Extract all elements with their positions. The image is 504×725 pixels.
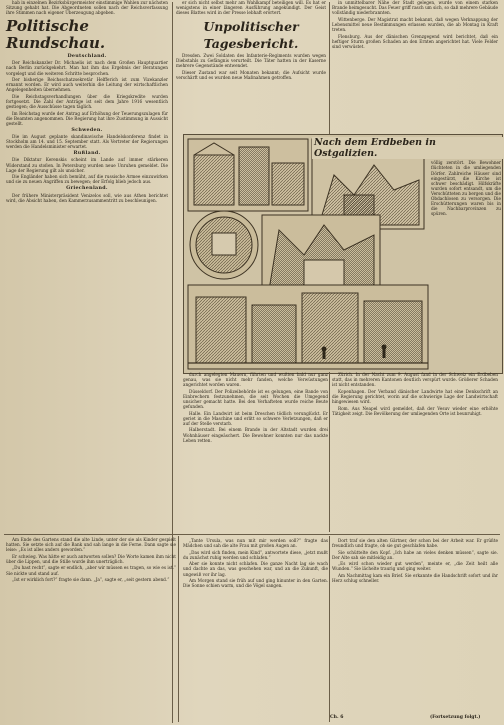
paragraph: „Ist er wirklich fort?“ fragte sie dann. „Ja“, sagte er, „seit gestern abend.“	[12, 577, 170, 583]
section-title: Griechenland.	[66, 185, 108, 192]
intro-text: hab in einzelnen Bezirksbürgermeister einstimmige Wahlen zur nächsten Sitzung gehabt hat. Die Abgeordneten sollen nach der Reichsverfassung ihre Stimmen nach eigener Überzeugung abgeben.	[6, 0, 168, 16]
headline-tagesbericht: Unpolitischer Tagesbericht.	[203, 19, 299, 52]
paragraph: Die Diktatur Kerenskis scheint im Lande auf immer stärkeren Widerstand zu stoßen. In Petersburg wurden neue Unruhen gemeldet. Die Lage der Regierung gilt als unsicher.	[6, 157, 168, 173]
intro-text: in unmittelbarer Nähe der Stadt gelegen, wurde von einem starken Brande heimgesucht. Das Feuer griff rasch um sich, so daß mehrere Gebäude vollständig niederbrannten.	[332, 0, 498, 16]
paragraph: Am Nachmittag kam ein Brief. Sie erkannte die Handschrift sofort und ihr Herz schlug schneller.	[332, 573, 498, 584]
paragraph: durch angelegten Mauern, führten und wußten bald nur ganz genau, was sie nicht mehr fanden, welche Verwüstungen angerichtet worden waren.	[183, 372, 328, 388]
serial-story-left	[6, 537, 176, 584]
paragraph: Der frühere Ministerpräsident Venizelos soll, wie aus Athen berichtet wird, die Absicht haben, den Kammerzusammentritt zu beschleunigen.	[6, 192, 168, 203]
paragraph: Im Reichstag wurde der Antrag auf Erhöhung der Teuerungszulagen für die Beamten angenommen. Die Regierung hat ihre Zustimmung in Aussicht gestellt.	[6, 110, 168, 126]
paragraph: Kopenhagen. Der Verband dänischer Landwirte hat eine Denkschrift an die Regierung gerichtet, worin auf die schwierige Lage der Landwirtschaft hingewiesen wird.	[332, 388, 498, 404]
paragraph: Zürich. In der Nacht zum 9. August fand in der Schweiz ein Erdbeben statt, das in mehreren Kantonen deutlich verspürt wurde. Größerer Schaden ist nicht entstanden.	[332, 372, 498, 388]
paragraph: Wittenberge. Der Magistrat macht bekannt, daß wegen Verknappung der Lebensmittel neue Bestimmungen erlassen wurden, die ab Montag in Kraft treten.	[332, 16, 498, 32]
serial-story-right	[332, 538, 498, 585]
middle-lower-column	[183, 372, 328, 444]
paragraph: Aber sie konnte nicht schlafen. Die ganze Nacht lag sie wach und dachte an das, was geschehen war, und an die Zukunft, die ungewiß vor ihr lag.	[183, 561, 328, 577]
continuation-note: (Fortsetzung folgt.)	[430, 715, 481, 720]
column-rule	[178, 536, 179, 722]
paragraph: Halle. Ein Landwirt ist beim Dreschen tödlich verunglückt. Er geriet in die Maschine und erlitt so schwere Verletzungen, daß er auf der Stelle verstarb.	[183, 410, 328, 426]
paragraph: Düsseldorf. Der Polizeibehörde ist es gelungen, eine Bande von Einbrechern festzunehmen, die seit Wochen die Umgegend unsicher gemacht hatte. Bei den Verhafteten wurde reiche Beute gefunden.	[183, 388, 328, 410]
right-column	[332, 0, 498, 50]
paragraph: „Tante Ursula, was nun mit mir werden soll?“ fragte das Mädchen und sah die alte Frau mit großen Augen an.	[183, 538, 328, 549]
section-title: Rußland.	[73, 150, 101, 157]
paragraph: Die Reichstagsverhandlungen über die Kriegskredite wurden fortgesetzt. Die Zahl der Anträge ist seit dem Jahre 1916 wesentlich gestiegen; die Ausschüsse tagen täglich.	[6, 93, 168, 110]
section-title: Deutschland.	[67, 53, 107, 60]
section-title: Schweden.	[71, 127, 103, 133]
paragraph: Halberstadt. Bei einem Brande in der Altstadt wurden drei Wohnhäuser eingeäschert. Die Bewohner konnten nur das nackte Leben retten.	[183, 427, 328, 443]
illustration-side-text: völlig zerstört. Die Bewohner flüchteten in die umliegenden Dörfer. Zahlreiche Häuser sind eingestürzt, die Kirche ist schwer beschädigt. Hilfskräfte wurden sofort entsandt, um die Verschütteten zu bergen und die Obdachlosen zu versorgen. Die Erschütterungen waren bis in die Nachbarprovinzen zu spüren.	[431, 160, 501, 217]
paragraph: Sie schüttelte den Kopf. „Ich habe an vieles denken müssen“, sagte sie. Der Alte sah sie mitleidig an.	[332, 549, 498, 560]
paragraph: Dresden. Zwei Soldaten des Infanterie-Regiments wurden wegen Diebstahls zu Gefängnis verurteilt. Die Täter hatten in der Kaserne mehrere Gegenstände entwendet.	[176, 53, 326, 69]
column-rule	[329, 372, 330, 532]
column-rule	[329, 2, 330, 134]
paragraph: „Das wird sich finden, mein Kind“, antwortete diese, „jetzt mußt du zunächst ruhig werden und schlafen.“	[183, 549, 328, 560]
paragraph: Rom. Aus Neapel wird gemeldet, daß der Vesuv wieder eine erhöhte Tätigkeit zeigt. Die Bevölkerung der umliegenden Orte ist beunruhigt.	[332, 405, 498, 416]
intro-text: er sich nicht selbst mehr am Wahlkampf beteiligen will. Es hat er wenigstens in einer längeren Ausführung angekündigt. Der Geist dieses Blattes wird in der Presse lebhaft erörtert.	[176, 0, 326, 16]
paragraph: Dort traf sie den alten Gärtner, der schon bei der Arbeit war. Er grüßte freundlich und fragte, ob sie gut geschlafen habe.	[332, 538, 498, 549]
paragraph: Die Engländer haben sich bemüht, auf die russische Armee einzuwirken und sie zu neuen Angriffen zu bewegen; der Erfolg blieb jedoch aus.	[6, 174, 168, 185]
paragraph: Die im August geplante skandinavische Handelskonferenz findet in Stockholm am 14. und 15. September statt. Als Vertreter der Regierungen werden die Handelsminister erwartet.	[6, 134, 168, 150]
paragraph: „Du hast recht“, sagte er endlich, „aber wir müssen es tragen, so wie es ist.“ Sie nickte und stand auf.	[6, 565, 176, 576]
paragraph: Er schwieg. Was hätte er auch antworten sollen? Die Worte kamen ihm nicht über die Lippen, und die Stille wurde ihm unerträglich.	[6, 553, 176, 564]
page-marker: Ch. 6	[330, 715, 344, 720]
middle-column	[176, 0, 326, 82]
paragraph: Der bisherige Reichsschatzsekretär Helfferich ist zum Vizekanzler ernannt worden. Er wird auch weiterhin die Leitung der wirtschaftlichen Angelegenheiten übernehmen.	[6, 77, 168, 93]
headline-politische-rundschau: Politische Rundschau.	[6, 17, 106, 53]
serial-story-middle	[183, 538, 328, 590]
column-rule	[172, 2, 173, 723]
paragraph: Am Ende des Gartens stand die alte Linde, unter der sie als Kinder gespielt hatten. Sie setzte sich auf die Bank und sah lange in die Ferne. Dann sagte sie leise: „Es ist alles anders geworden.“	[6, 537, 176, 553]
paragraph: „Es wird schon wieder gut werden“, meinte er, „die Zeit heilt alle Wunden.“ Sie lächelte traurig und ging weiter.	[332, 561, 498, 572]
paragraph: Dieser Zustand war seit Monaten bekannt; die Aufsicht wurde verschärft und es wurden neue Maßnahmen getroffen.	[176, 70, 326, 81]
paragraph: Der Reichskanzler Dr. Michaelis ist nach dem Großen Hauptquartier nach Berlin zurückgekehrt. Man hat ihm das Ergebnis der Beratungen vorgelegt und die weiteren Schritte besprochen.	[6, 60, 168, 76]
paragraph: Flensburg. Aus der dänischen Grenzgegend wird berichtet, daß ein heftiger Sturm großen Schaden an den Ernten angerichtet hat. Viele Felder sind verwüstet.	[332, 33, 498, 49]
right-lower-column	[332, 372, 498, 417]
column-rule	[329, 536, 330, 722]
illustration-title: Nach dem Erdbeben in Ostgalizien.	[312, 137, 504, 159]
left-column	[6, 0, 168, 204]
section-divider	[4, 534, 500, 535]
paragraph: Am Morgen stand sie früh auf und ging hinunter in den Garten. Die Sonne schien warm, und die Vögel sangen.	[183, 578, 328, 589]
